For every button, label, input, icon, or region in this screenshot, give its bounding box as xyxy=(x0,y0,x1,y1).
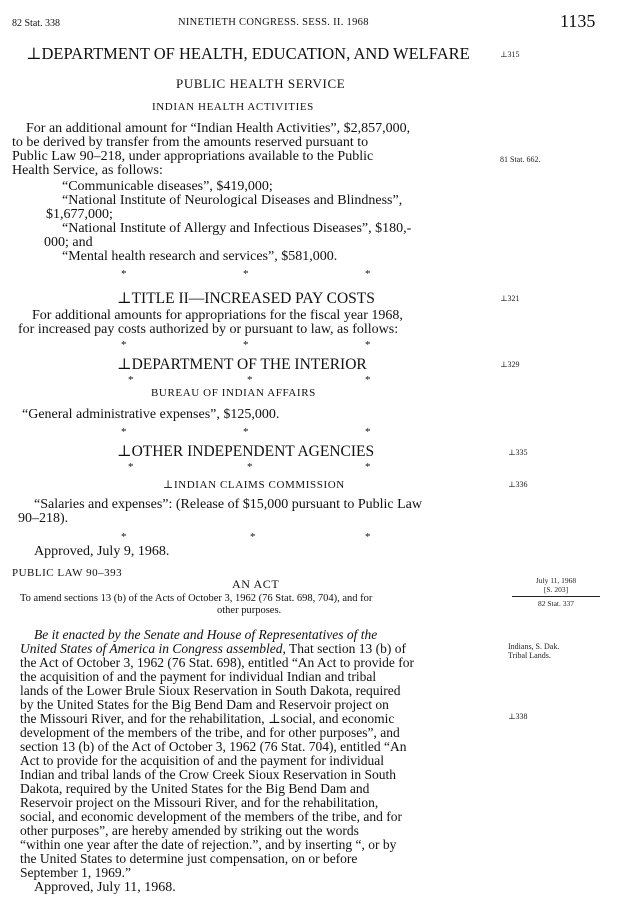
text-line: section 13 (b) of the Act of October 3, 1962 (76 Stat. 704), entitled “An xyxy=(20,739,407,754)
heading-bureau-indian-affairs: BUREAU OF INDIAN AFFAIRS xyxy=(151,387,316,399)
heading-dept-interior: ⊥DEPARTMENT OF THE INTERIOR xyxy=(117,356,367,373)
list-item: “National Institute of Neurological Diseases and Blindness”, xyxy=(62,193,403,208)
asterisk: * xyxy=(243,268,249,280)
margin-divider xyxy=(512,596,600,597)
margin-bill-number: [S. 203] xyxy=(543,585,569,594)
heading-other-agencies: ⊥OTHER INDEPENDENT AGENCIES xyxy=(117,443,375,460)
text-approved-july-11: Approved, July 11, 1968. xyxy=(34,880,176,895)
heading-public-health-service: PUBLIC HEALTH SERVICE xyxy=(176,76,346,91)
list-item: “Communicable diseases”, $419,000; xyxy=(62,179,273,194)
enactment-clause-line-1: Be it enacted by the Senate and House of Representatives of the xyxy=(34,627,378,642)
text-line: For additional amounts for appropriations for the fiscal year 1968, xyxy=(32,308,403,323)
text-line: Indian and tribal lands of the Crow Creek Sioux Reservation in South xyxy=(20,767,397,782)
margin-note-338: ⊥338 xyxy=(508,712,528,721)
asterisk: * xyxy=(128,374,134,386)
asterisk: * xyxy=(365,426,371,438)
text-line: the acquisition of and the payment for individual Indian and tribal xyxy=(20,669,377,684)
text-line: the Missouri River, and for the rehabilitation, ⊥social, and economic xyxy=(20,711,395,726)
margin-note-321: ⊥321 xyxy=(500,294,520,303)
margin-topic-indians: Indians, S. Dak. xyxy=(508,642,560,651)
asterisk: * xyxy=(121,339,127,351)
text-line: other purposes”, are hereby amended by striking out the words xyxy=(20,823,359,838)
text-line: by the United States for the Big Bend Dam and Reservoir project on xyxy=(20,697,389,712)
text-line: Reservoir project on the Missouri River, and for the rehabilitation, xyxy=(20,795,379,810)
margin-note-335: ⊥335 xyxy=(508,448,528,457)
heading-indian-claims-commission: ⊥INDIAN CLAIMS COMMISSION xyxy=(163,479,345,491)
text-line: lands of the Lower Brule Sioux Reservation in South Dakota, required xyxy=(20,683,401,698)
asterisk: * xyxy=(243,339,249,351)
running-header-title: NINETIETH CONGRESS. SESS. II. 1968 xyxy=(178,17,369,28)
text-line: the United States to determine just compensation, on or before xyxy=(20,851,358,866)
text-line: Health Service, as follows: xyxy=(12,163,163,178)
list-item: $1,677,000; xyxy=(46,207,113,222)
margin-note-336: ⊥336 xyxy=(508,480,528,489)
paragraph-enactment xyxy=(20,628,489,880)
heading-title-ii: ⊥TITLE II—INCREASED PAY COSTS xyxy=(117,290,375,307)
asterisk: * xyxy=(247,461,253,473)
enactment-clause-rest: That section 13 (b) of xyxy=(289,641,406,656)
text-line: Act to provide for the acquisition of and the payment for individual xyxy=(20,753,385,768)
text-line: “Salaries and expenses”: (Release of $15,000 pursuant to Public Law xyxy=(34,497,423,512)
list-hew-items xyxy=(34,180,494,264)
text-line: social, and economic development of the members of the tribe, and for xyxy=(20,809,402,824)
text-line: the Act of October 3, 1962 (76 Stat. 698), entitled “An Act to provide for xyxy=(20,655,415,670)
paragraph-salaries-expenses xyxy=(18,498,490,526)
list-item: “Mental health research and services”, $581,000. xyxy=(62,249,338,264)
heading-public-law: PUBLIC LAW 90–393 xyxy=(12,567,123,579)
text-line: September 1, 1969.” xyxy=(20,865,131,880)
asterisk: * xyxy=(121,426,127,438)
text-line: development of the members of the tribe, and for other purposes”, and xyxy=(20,725,400,740)
asterisk: * xyxy=(121,268,127,280)
margin-stat-reference: 82 Stat. 337 xyxy=(537,599,575,608)
text-line: Dakota, required by the United States for the Big Bend Dam and xyxy=(20,781,370,796)
asterisk: * xyxy=(128,461,134,473)
act-purpose-line-1: To amend sections 13 (b) of the Acts of October 3, 1962 (76 Stat. 698, 704), and for xyxy=(20,593,373,604)
text-line: “within one year after the date of rejection.”, and by inserting “, or by xyxy=(20,837,397,852)
margin-note-315: ⊥315 xyxy=(500,50,520,59)
list-item: 000; and xyxy=(44,235,93,250)
text-general-admin-expenses: “General administrative expenses”, $125,000. xyxy=(22,407,280,422)
asterisk: * xyxy=(365,461,371,473)
asterisk: * xyxy=(365,531,371,543)
asterisk: * xyxy=(243,426,249,438)
text-line: for increased pay costs authorized by or pursuant to law, as follows: xyxy=(18,322,399,337)
asterisk: * xyxy=(365,374,371,386)
list-item: “National Institute of Allergy and Infectious Diseases”, $180,- xyxy=(62,221,412,236)
asterisk: * xyxy=(247,374,253,386)
text-line: to be derived by transfer from the amounts reserved pursuant to xyxy=(12,135,369,150)
margin-topic-tribal-lands: Tribal Lands. xyxy=(508,651,551,660)
asterisk: * xyxy=(250,531,256,543)
text-line: Public Law 90–218, under appropriations available to the Public xyxy=(12,149,374,164)
margin-date: July 11, 1968 xyxy=(535,576,577,585)
page-number: 1135 xyxy=(560,11,596,31)
margin-note-81-stat: 81 Stat. 662. xyxy=(500,155,541,164)
margin-note-329: ⊥329 xyxy=(500,360,520,369)
paragraph-hew xyxy=(12,122,489,178)
paragraph-title-ii xyxy=(18,309,490,337)
heading-indian-health-activities: INDIAN HEALTH ACTIVITIES xyxy=(152,101,314,113)
asterisk: * xyxy=(121,531,127,543)
running-header-stat: 82 Stat. 338 xyxy=(12,18,61,29)
text-approved-july-9: Approved, July 9, 1968. xyxy=(34,544,170,559)
act-purpose-line-2: other purposes. xyxy=(217,605,282,616)
asterisk: * xyxy=(365,268,371,280)
enactment-clause-italic: United States of America in Congress assembled, xyxy=(20,641,286,656)
text-line: For an additional amount for “Indian Health Activities”, $2,857,000, xyxy=(26,121,411,136)
text-line: 90–218). xyxy=(18,511,69,526)
heading-an-act: AN ACT xyxy=(232,577,280,591)
heading-dept-hew: ⊥DEPARTMENT OF HEALTH, EDUCATION, AND WELFARE xyxy=(26,44,470,63)
enactment-clause-line-2 xyxy=(20,642,489,656)
asterisk: * xyxy=(365,339,371,351)
